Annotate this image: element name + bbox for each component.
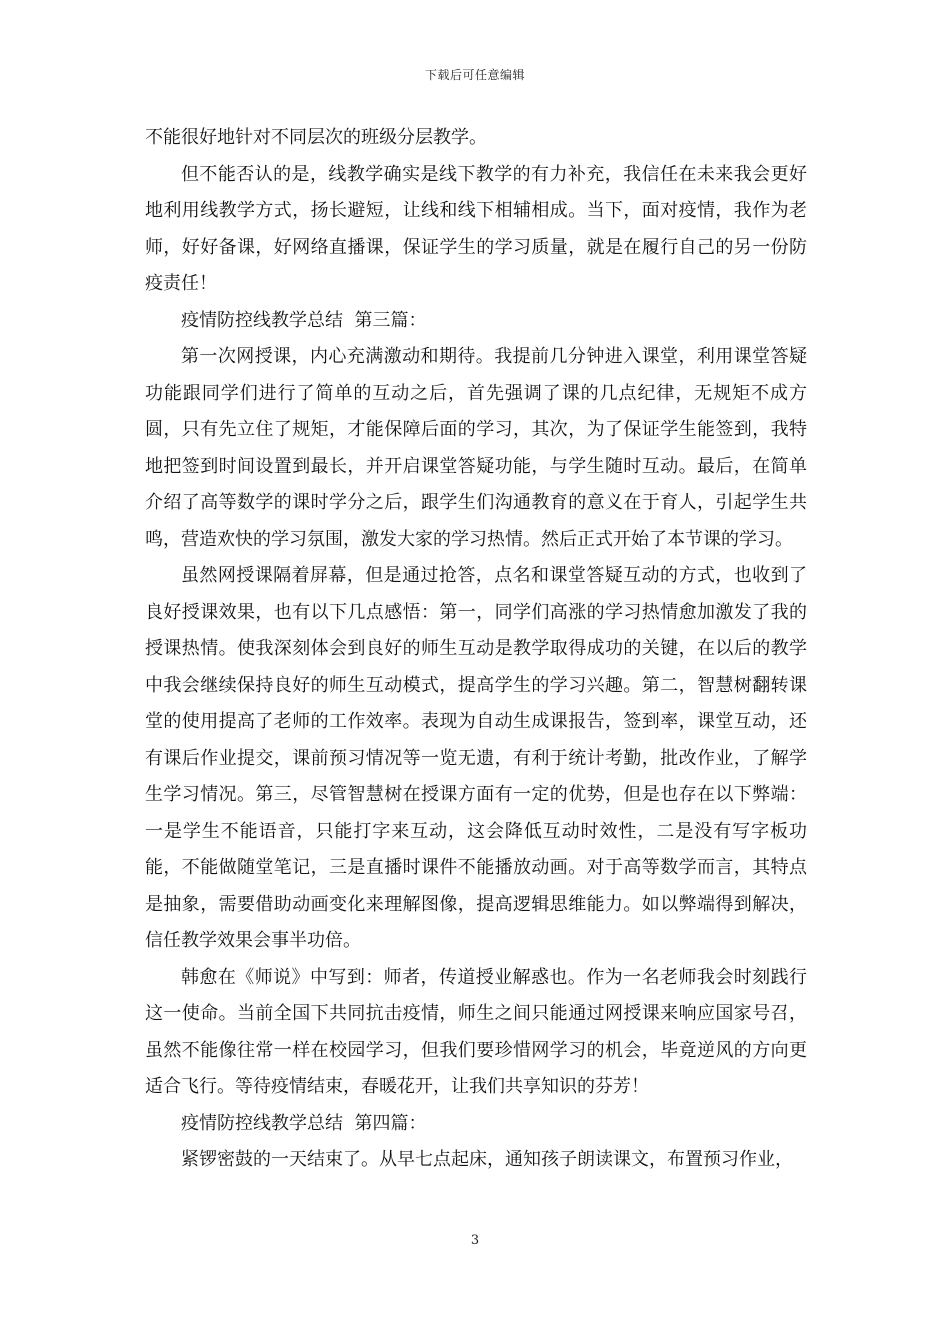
- paragraph-continuation: 不能很好地针对不同层次的班级分层教学。: [145, 127, 487, 148]
- paragraph: 虽然网授课隔着屏幕，但是通过抢答，点名和课堂答疑互动的方式，也收到了良好授课效果，也有以下几点感悟：第一，同学们高涨的学习热情愈加激发了我的授课热情。使我深刻体会到良好的师生互动是教学取得成功的关键，在以后的教学中我会继续保持良好的师生互动模式，提高学生的学习兴趣。第二，智慧树翻转课堂的使用提高了老师的工作效率。表现为自动生成课报告，签到率，课堂互动，还有课后作业提交，课前预习情况等一览无遗，有利于统计考勤，批改作业，了解学生学习情况。第三，尽管智慧树在授课方面有一定的优势，但是也存在以下弊端：一是学生不能语音，只能打字来互动，这会降低互动时效性，二是没有写字板功能，不能做随堂笔记，三是直播时课件不能播放动画。对于高等数学而言，其特点是抽象，需要借助动画变化来理解图像，提高逻辑思维能力。如以弊端得到解决，信任教学效果会事半功倍。: [145, 565, 807, 951]
- page-header: 下载后可任意编辑: [424, 68, 525, 82]
- document-body: [145, 120, 807, 1179]
- paragraph: 韩愈在《师说》中写到：师者，传道授业解惑也。作为一名老师我会时刻践行这一使命。当前全国下共同抗击疫情，师生之间只能通过网授课来响应国家号召，虽然不能像往常一样在校园学习，但我们要珍惜网学习的机会，毕竟逆风的方向更适合飞行。等待疫情结束，春暖花开，让我们共享知识的芬芳！: [145, 966, 807, 1097]
- paragraph: 第一次网授课，内心充满激动和期待。我提前几分钟进入课堂，利用课堂答疑功能跟同学们进行了简单的互动之后，首先强调了课的几点纪律，无规矩不成方圆，只有先立住了规矩，才能保障后面的学习，其次，为了保证学生能签到，我特地把签到时间设置到最长，并开启课堂答疑功能，与学生随时互动。最后，在简单介绍了高等数学的课时学分之后，跟学生们沟通教育的意义在于育人，引起学生共鸣，营造欢快的学习氛围，激发大家的学习热情。然后正式开始了本节课的学习。: [145, 346, 807, 550]
- paragraph: 紧锣密鼓的一天结束了。从早七点起床，通知孩子朗读课文，布置预习作业，: [181, 1149, 793, 1170]
- page-number: 3: [470, 1233, 480, 1248]
- section-heading-part-4: 疫情防控线教学总结 第四篇：: [181, 1112, 427, 1134]
- paragraph: 但不能否认的是，线教学确实是线下教学的有力补充，我信任在未来我会更好地利用线教学方式，扬长避短，让线和线下相辅相成。当下，面对疫情，我作为老师，好好备课，好网络直播课，保证学生的学习质量，就是在履行自己的另一份防疫责任！: [145, 163, 807, 294]
- section-heading-part-3: 疫情防控线教学总结 第三篇：: [181, 309, 427, 331]
